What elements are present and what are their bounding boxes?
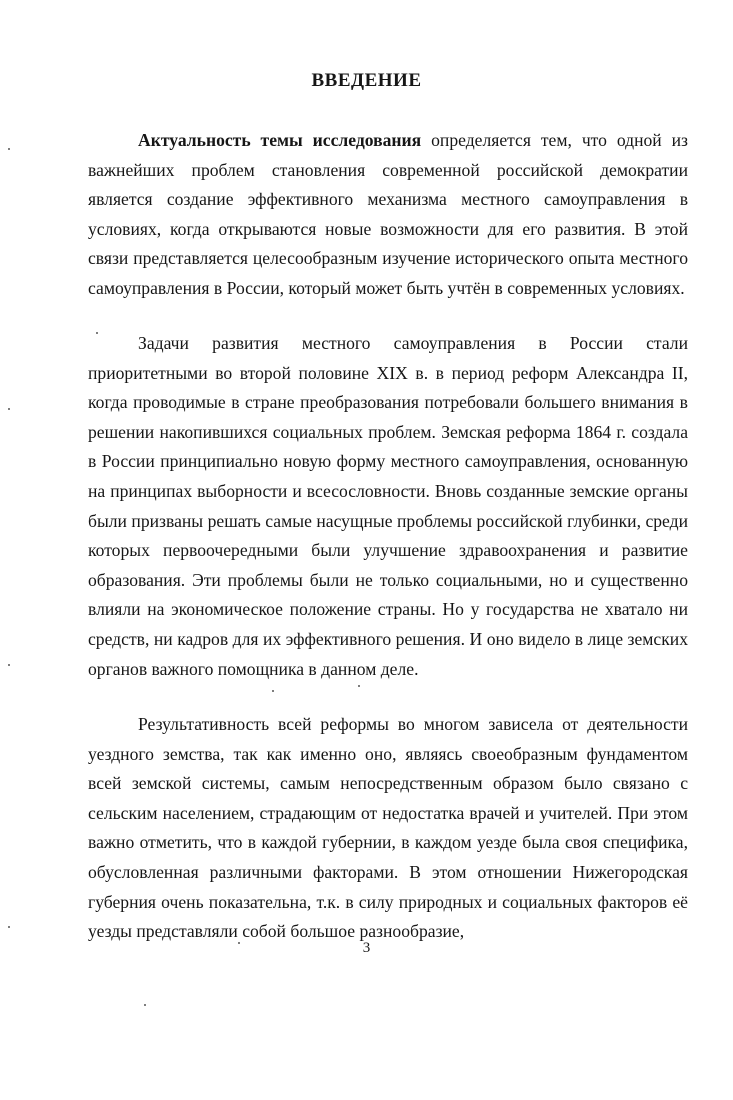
scan-speck — [358, 685, 360, 687]
paragraph-text: определяется тем, что одной из важнейших проблем становления современной российской демократии является создание эффективного механизма местного самоуправления в условиях, когда открываются новые возможности для его развития. В этой связи представляется целесообразным изучение исторического опыта местного самоуправления в России, который может быть учтён в современных условиях. — [88, 130, 688, 298]
scan-speck — [8, 148, 10, 150]
page-title: ВВЕДЕНИЕ — [311, 70, 422, 91]
paragraph-lead-bold: Актуальность темы исследования — [138, 130, 422, 150]
paragraph-relevance — [88, 126, 688, 304]
scan-speck — [96, 332, 98, 334]
paragraph-effectiveness — [88, 710, 688, 947]
scan-speck — [8, 664, 10, 666]
scan-speck — [144, 1004, 146, 1006]
page-number: 3 — [362, 940, 371, 956]
scan-speck — [272, 690, 274, 692]
scan-speck — [8, 926, 10, 928]
paragraph-tasks — [88, 329, 688, 684]
scan-speck — [238, 942, 240, 944]
scan-speck — [8, 408, 10, 410]
paragraph-text: Задачи развития местного самоуправления в России стали приоритетными во второй половине XIX в. в период реформ Александра II, когда проводимые в стране преобразования потребовали большего внимания в решении накопившихся социальных проблем. Земская реформа 1864 г. создала в России принципиально новую форму местного самоуправления, основанную на принципах выборности и всесословности. Вновь созданные земские органы были призваны решать самые насущные проблемы российской глубинки, среди которых первоочередными были улучшение здравоохранения и развитие образования. Эти проблемы были не только социальными, но и существенно влияли на экономическое положение страны. Но у государства не хватало ни средств, ни кадров для их эффективного решения. И оно видело в лице земских органов важного помощника в данном деле. — [88, 333, 688, 679]
paragraph-text: Результативность всей реформы во многом зависела от деятельности уездного земства, так как именно оно, являясь своеобразным фундаментом всей земской системы, самым непосредственным образом было связано с сельским населением, страдающим от недостатка врачей и учителей. При этом важно отметить, что в каждой губернии, в каждом уезде была своя специфика, обусловленная различными факторами. В этом отношении Нижегородская губерния очень показательна, т.к. в силу природных и социальных факторов её уезды представляли собой большое разнообразие, — [88, 714, 688, 942]
